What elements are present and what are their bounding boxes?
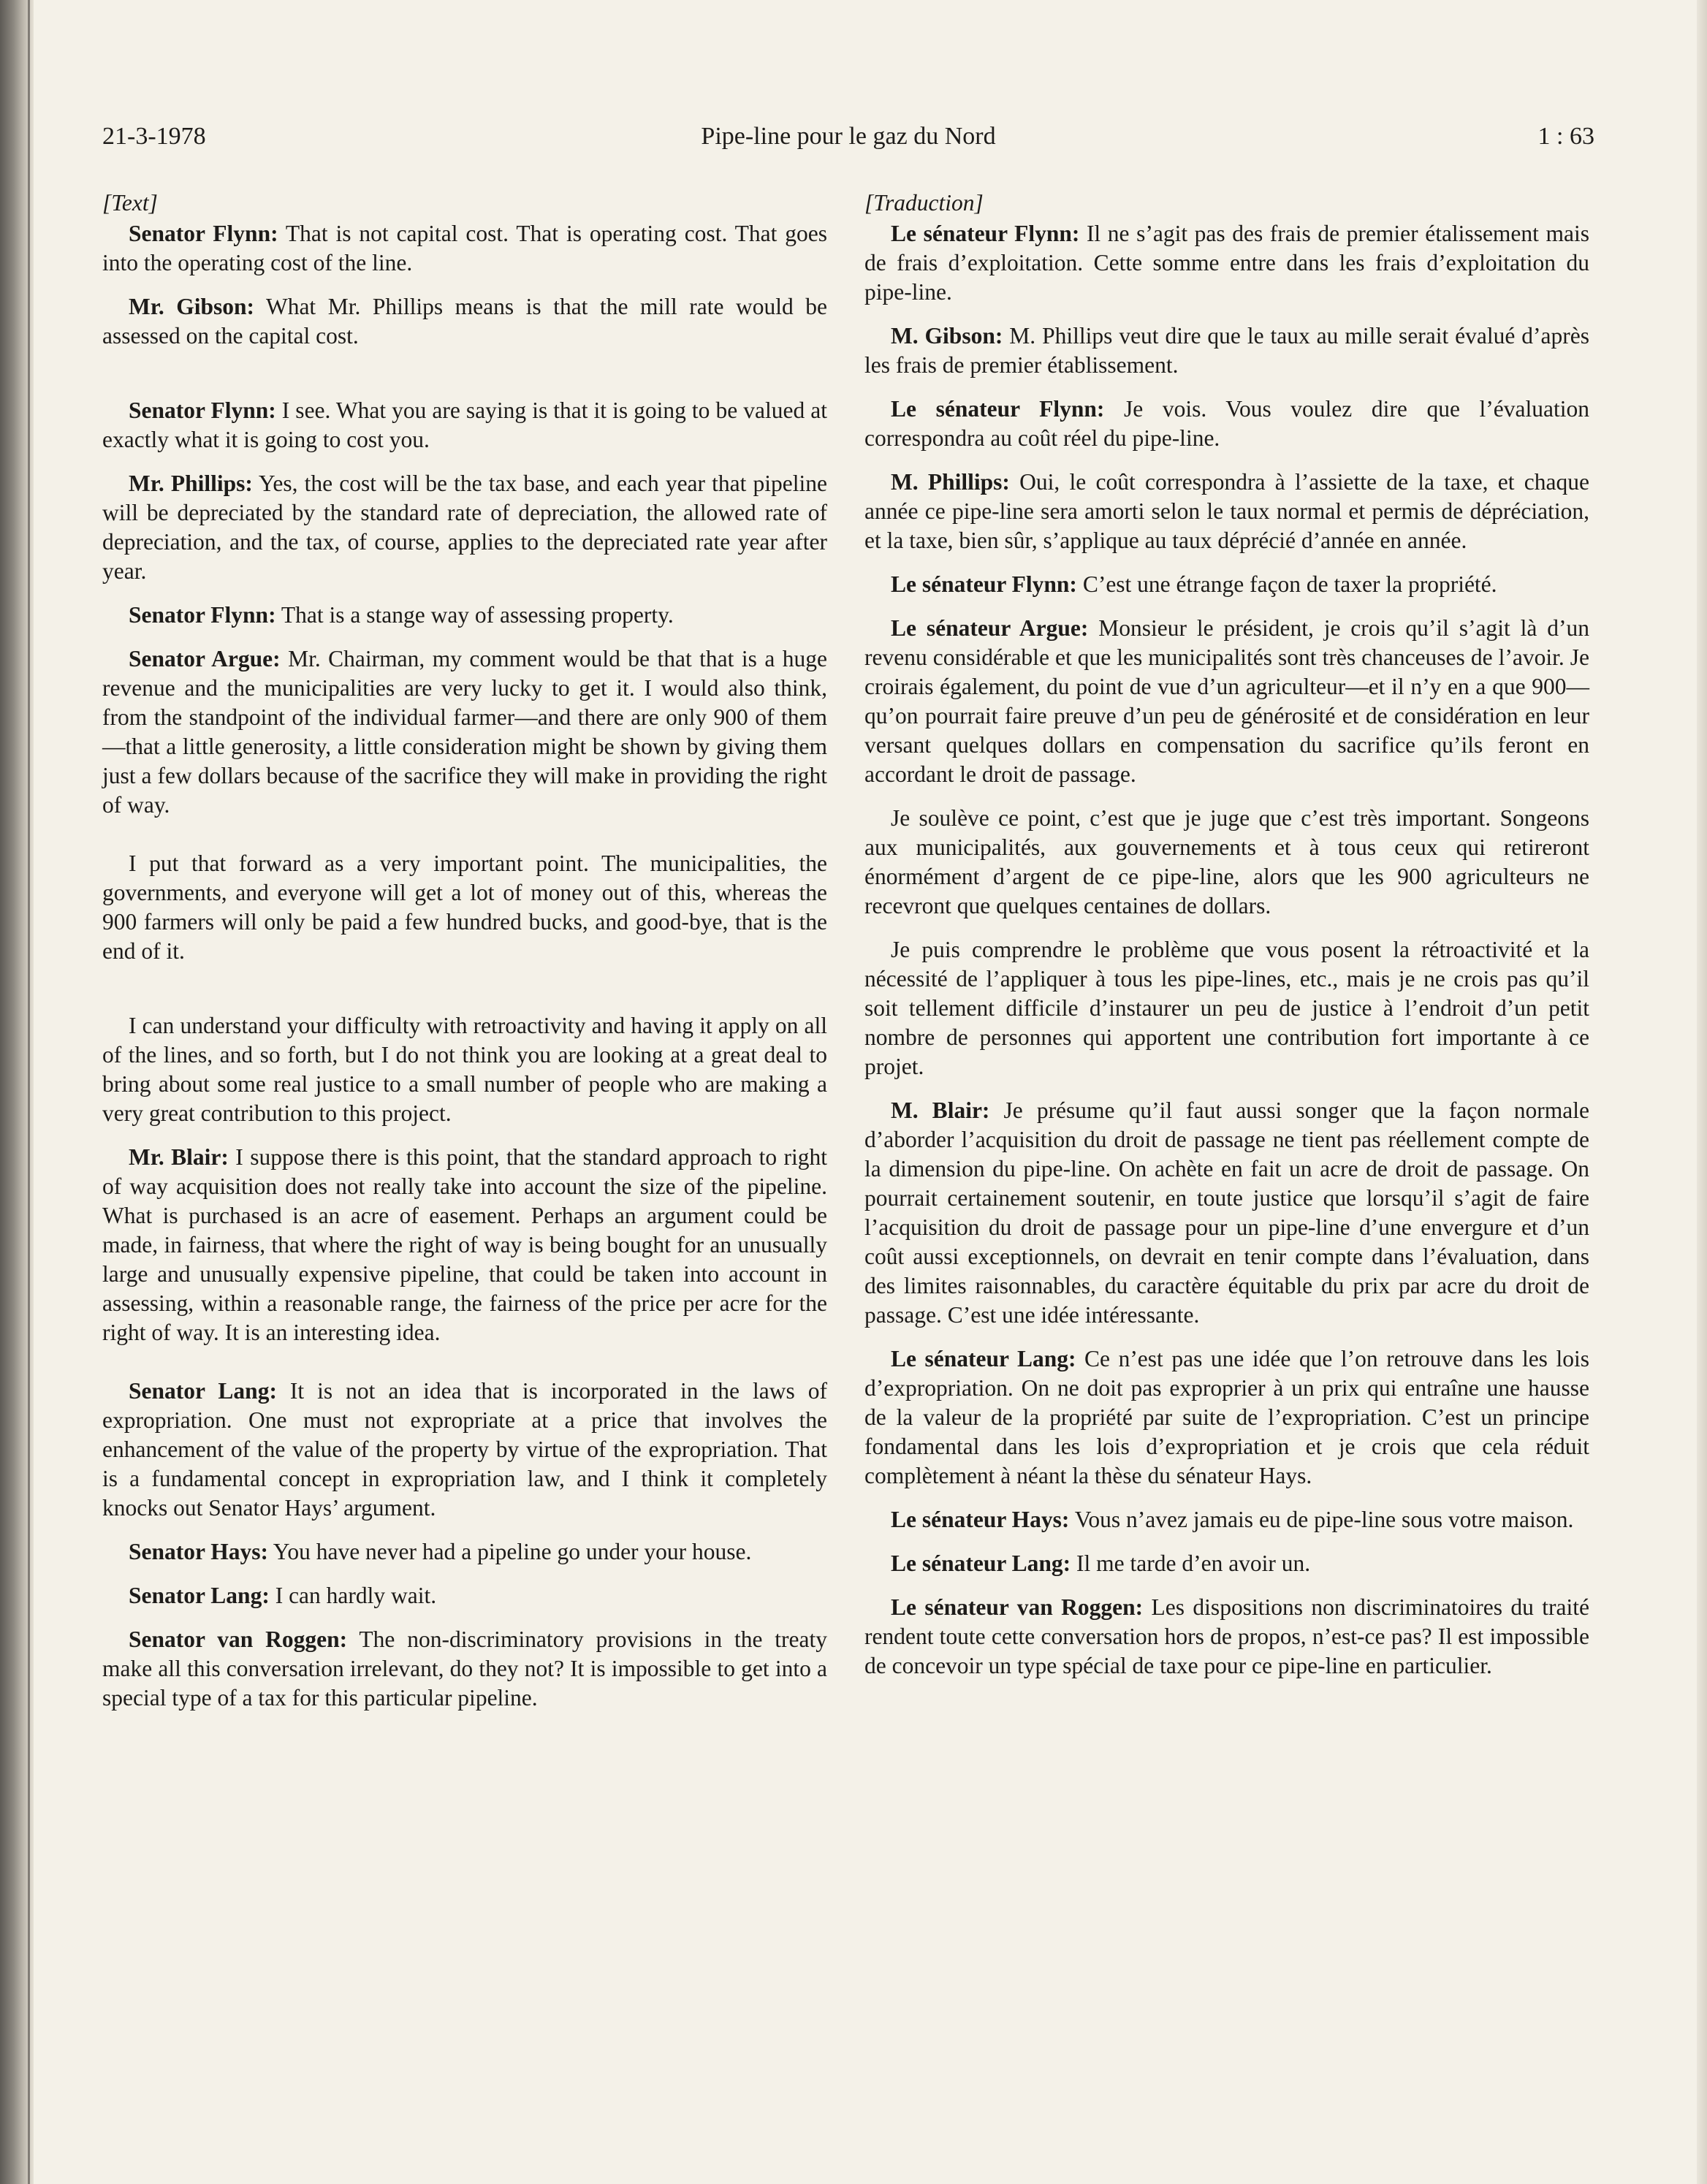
transcript-paragraph bbox=[102, 644, 827, 820]
speech-text: Je puis comprendre le problème que vous posent la rétroactivité et la nécessité de l’appliquer à tous les pipe-lines, etc., mais je ne crois pas qu’il soit tellement difficile d’instaurer un peu de justice à l’endroit d’un petit nombre de personnes qui apportent une contribution fort importante à ce projet. bbox=[864, 937, 1589, 1079]
speech-text: I can hardly wait. bbox=[269, 1583, 437, 1608]
speaker-name: Senator Hays: bbox=[129, 1539, 269, 1564]
speaker-name: M. Gibson: bbox=[891, 323, 1003, 349]
transcript-paragraph bbox=[102, 292, 827, 351]
speech-text: C’est une étrange façon de taxer la propriété. bbox=[1076, 571, 1497, 597]
speaker-name: Mr. Gibson: bbox=[129, 294, 255, 319]
speaker-name: Le sénateur Flynn: bbox=[891, 221, 1080, 246]
language-label: [Traduction] bbox=[864, 190, 984, 216]
speech-text: Mr. Chairman, my comment would be that that is a huge revenue and the municipalities are very lucky to get it. I would also think, from the standpoint of the individual farmer—and there are only 900 of them—that a little generosity, a little consideration might be shown by giving them just a few dollars because of the sacrifice they will make in providing the right of way. bbox=[102, 646, 827, 818]
speaker-name: Le sénateur Lang: bbox=[891, 1346, 1076, 1371]
transcript-paragraph bbox=[102, 1537, 827, 1567]
speech-text: I put that forward as a very important point. The municipalities, the governments, and everyone will get a lot of money out of this, whereas the 900 farmers will only be paid a few hundred bucks, and good-bye, that is the end of it. bbox=[102, 851, 827, 964]
speech-text: I can understand your difficulty with retroactivity and having it apply on all of the lines, and so forth, but I do not think you are looking at a great deal to bring about some real justice to a small number of people who are making a very great contribution to this project. bbox=[102, 1013, 827, 1126]
speech-text: You have never had a pipeline go under your house. bbox=[268, 1539, 752, 1564]
speech-text: It is not an idea that is incorporated in the laws of expropriation. One must not expropriate at a price that involves the enhancement of the value of the property by virtue of the expropriation. That is a fundamental concept in expropriation law, and I think it completely knocks out Senator Hays’ argument. bbox=[102, 1378, 827, 1521]
speaker-name: Senator Flynn: bbox=[129, 602, 276, 628]
transcript-paragraph bbox=[102, 1625, 827, 1713]
transcript-paragraph bbox=[864, 1505, 1589, 1534]
speech-text: I see. What you are saying is that it is going to be valued at exactly what it is going to cost you. bbox=[102, 397, 827, 452]
speech-text: The non-discriminatory provisions in the treaty make all this conversation irrelevant, do they not? It is impossible to get into a special type of a tax for this particular pipeline. bbox=[102, 1626, 827, 1711]
french-column bbox=[864, 189, 1589, 1695]
speaker-name: Le sénateur Flynn: bbox=[891, 571, 1077, 597]
transcript-paragraph bbox=[864, 570, 1589, 599]
transcript-paragraph bbox=[864, 219, 1589, 307]
speech-text: What Mr. Phillips means is that the mill rate would be assessed on the capital cost. bbox=[102, 294, 827, 349]
speech-text: Je soulève ce point, c’est que je juge que c’est très important. Songeons aux municipalités, aux gouvernements et à tous ceux qui retireront énormément d’argent de ce pipe-line, alors que les 900 agriculteurs ne recevront que quelques centaines de dollars. bbox=[864, 805, 1589, 918]
transcript-paragraph bbox=[102, 1377, 827, 1523]
speaker-name: Le sénateur Hays: bbox=[891, 1507, 1070, 1532]
transcript-paragraph bbox=[864, 395, 1589, 453]
speaker-name: Senator Lang: bbox=[129, 1583, 270, 1608]
speaker-name: Le sénateur Flynn: bbox=[891, 396, 1105, 422]
transcript-paragraph bbox=[102, 219, 827, 278]
speaker-name: M. Blair: bbox=[891, 1097, 990, 1123]
speech-text: Oui, le coût correspondra à l’assiette de la taxe, et chaque année ce pipe-line sera amorti selon le taux normal et permis de dépréciation, et la taxe, bien sûr, s’applique au taux déprécié d’année en année. bbox=[864, 469, 1589, 553]
speech-text: Les dispositions non discriminatoires du traité rendent toute cette conversation hors de propos, n’est-ce pas? Il est impossible de concevoir un type spécial de taxe pour ce pipe-line en particulier. bbox=[864, 1594, 1589, 1678]
speaker-name: Mr. Phillips: bbox=[129, 471, 253, 496]
transcript-paragraph bbox=[102, 601, 827, 630]
header-title: Pipe-line pour le gaz du Nord bbox=[701, 123, 996, 150]
speaker-name: Senator Flynn: bbox=[129, 221, 278, 246]
transcript-paragraph bbox=[102, 396, 827, 454]
transcript-paragraph bbox=[864, 1549, 1589, 1578]
speech-text: Il ne s’agit pas des frais de premier étalissement mais de frais d’exploitation. Cette somme entre dans les frais d’exploitation du pipe-line. bbox=[864, 221, 1589, 305]
transcript-paragraph bbox=[102, 1011, 827, 1128]
header-page-number: 1 : 63 bbox=[1537, 123, 1594, 150]
speech-text: Je vois. Vous voulez dire que l’évaluation correspondra au coût réel du pipe-line. bbox=[864, 396, 1589, 451]
transcript-paragraph bbox=[102, 1143, 827, 1347]
transcript-paragraph bbox=[102, 849, 827, 966]
running-header bbox=[102, 118, 1594, 155]
speech-text: Yes, the cost will be the tax base, and each year that pipeline will be depreciated by the standard rate of depreciation, the allowed rate of depreciation, and the tax, of course, applies to the depreciated rate year after year. bbox=[102, 471, 827, 584]
speaker-name: Mr. Blair: bbox=[129, 1144, 229, 1170]
transcript-paragraph bbox=[864, 935, 1589, 1081]
header-date: 21-3-1978 bbox=[102, 123, 206, 150]
speech-text: Vous n’avez jamais eu de pipe-line sous votre maison. bbox=[1069, 1507, 1574, 1532]
transcript-paragraph bbox=[864, 1593, 1589, 1681]
transcript-paragraph bbox=[102, 469, 827, 586]
transcript-paragraph bbox=[864, 468, 1589, 555]
transcript-paragraph bbox=[864, 321, 1589, 380]
speaker-name: Senator Flynn: bbox=[129, 397, 276, 423]
speech-text: Je présume qu’il faut aussi songer que la façon normale d’aborder l’acquisition du droit de passage ne tient pas réellement compte de la dimension du pipe-line. On achète en fait un acre de droit de passage. On pourrait certainement soutenir, en toute justice que lorsqu’il s’agit de faire l’acquisition du droit de passage pour un pipe-line d’une envergure et d’un coût aussi exceptionnels, on devrait en tenir compte dans l’évaluation, dans des limites raisonnables, du caractère équitable du prix par acre du droit de passage. C’est une idée intéressante. bbox=[864, 1097, 1589, 1328]
language-label: [Text] bbox=[102, 190, 158, 216]
binding-shadow-line bbox=[28, 0, 30, 2184]
speaker-name: Senator Argue: bbox=[129, 646, 281, 671]
speaker-name: Senator Lang: bbox=[129, 1378, 277, 1404]
speech-text: M. Phillips veut dire que le taux au mille serait évalué d’après les frais de premier établissement. bbox=[864, 323, 1589, 378]
speaker-name: Le sénateur Argue: bbox=[891, 615, 1089, 641]
speech-text: Il me tarde d’en avoir un. bbox=[1071, 1551, 1311, 1576]
speech-text: Ce n’est pas une idée que l’on retrouve dans les lois d’expropriation. On ne doit pas exproprier à un prix qui entraîne une hausse de la valeur de la propriété par suite de l’expropriation. C’est un principe fondamental dans les lois d’expropriation et je crois que cela réduit complètement à néant la thèse du sénateur Hays. bbox=[864, 1346, 1589, 1488]
speech-text: Monsieur le président, je crois qu’il s’agit là d’un revenu considérable et que les municipalités sont très chanceuses de l’avoir. Je croirais également, du point de vue d’un agriculteur—et il n’y en a que 900—qu’on pourrait faire preuve d’un peu de générosité et de considération en leur versant quelques dollars en compensation du sacrifice qu’ils feront en accordant le droit de passage. bbox=[864, 615, 1589, 787]
transcript-paragraph bbox=[864, 1344, 1589, 1491]
page-right-edge bbox=[1697, 0, 1707, 2184]
transcript-paragraph bbox=[864, 804, 1589, 921]
english-column bbox=[102, 189, 827, 1727]
transcript-paragraph bbox=[102, 1581, 827, 1610]
speech-text: I suppose there is this point, that the standard approach to right of way acquisition does not really take into account the size of the pipeline. What is purchased is an acre of easement. Perhaps an argument could be made, in fairness, that where the right of way is being bought for an unusually large and unusually expensive pipeline, that could be taken into account in assessing, within a reasonable range, the fairness of the price per acre for the right of way. It is an interesting idea. bbox=[102, 1144, 828, 1345]
speech-text: That is a stange way of assessing property. bbox=[275, 602, 674, 628]
speaker-name: M. Phillips: bbox=[891, 469, 1010, 495]
speech-text: That is not capital cost. That is operating cost. That goes into the operating cost of the line. bbox=[102, 221, 827, 275]
speaker-name: Senator van Roggen: bbox=[129, 1626, 348, 1652]
speaker-name: Le sénateur van Roggen: bbox=[891, 1594, 1144, 1620]
speaker-name: Le sénateur Lang: bbox=[891, 1551, 1071, 1576]
transcript-paragraph bbox=[864, 1096, 1589, 1330]
transcript-paragraph bbox=[864, 614, 1589, 789]
